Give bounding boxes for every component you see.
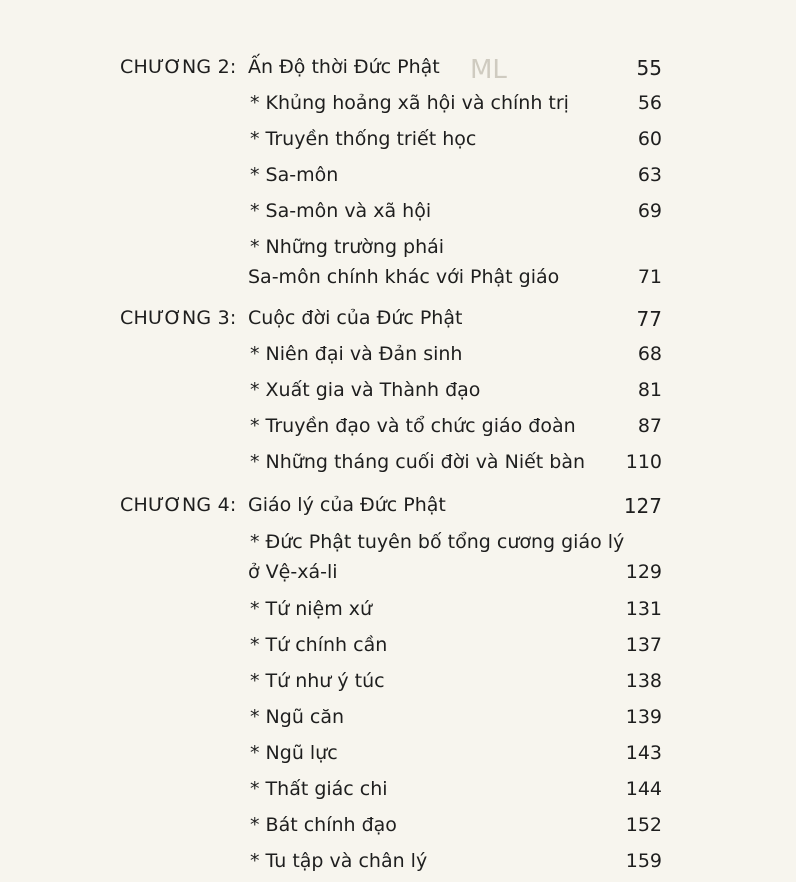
toc-item-page-number: 131 [625,598,662,620]
toc-item [0,343,796,373]
toc-item [0,128,796,158]
toc-item-label: * Khủng hoảng xã hội và chính trị [250,92,569,114]
toc-item [0,200,796,230]
toc-item-page-number: 87 [637,415,662,437]
chapter-row [0,494,796,524]
toc-item-page-number: 63 [637,164,662,186]
toc-item [0,814,796,844]
toc-item-page-number: 60 [637,128,662,150]
chapter-row [0,56,796,86]
show-through-text: ML [470,55,507,85]
toc-item-page-number: 159 [625,850,662,872]
toc-item-label: * Ngũ lực [250,742,338,764]
toc-item-label: * Tứ chính cần [250,634,388,656]
toc-item-page-number: 143 [625,742,662,764]
chapter-title: Cuộc đời của Đức Phật [248,307,463,329]
toc-item [0,598,796,628]
toc-item-page-number: 69 [637,200,662,222]
chapter-label: CHƯƠNG 2: [120,56,237,78]
chapter-page-number: 77 [636,307,662,331]
toc-item [0,531,796,561]
toc-item-page-number: 129 [625,561,662,583]
chapter-row [0,307,796,337]
toc-item-label: * Đức Phật tuyên bố tổng cương giáo lý [250,531,625,553]
toc-item-label: * Niên đại và Đản sinh [250,343,463,365]
chapter-title: Ấn Độ thời Đức Phật [248,56,440,78]
toc-item [0,634,796,664]
chapter-page-number: 55 [636,56,662,80]
toc-item-page-number: 144 [625,778,662,800]
chapter-label: CHƯƠNG 3: [120,307,237,329]
toc-item-label: * Ngũ căn [250,706,345,728]
toc-item-continuation [0,266,796,296]
toc-item-label: * Những tháng cuối đời và Niết bàn [250,451,586,473]
toc-item [0,742,796,772]
toc-item-label: * Truyền đạo và tổ chức giáo đoàn [250,415,576,437]
toc-item-label: * Thất giác chi [250,778,388,800]
toc-item-page-number: 137 [625,634,662,656]
toc-item-label-continuation: Sa-môn chính khác với Phật giáo [248,266,560,288]
toc-item [0,670,796,700]
toc-item-page-number: 71 [637,266,662,288]
toc-item [0,415,796,445]
toc-item [0,164,796,194]
toc-item [0,92,796,122]
toc-item-label: * Những trường phái [250,236,445,258]
toc-item-page-number: 56 [637,92,662,114]
toc-item-label: * Tứ như ý túc [250,670,385,692]
toc-item-label: * Sa-môn và xã hội [250,200,432,222]
toc-item [0,379,796,409]
toc-item-continuation [0,561,796,591]
toc-item-page-number: 139 [625,706,662,728]
chapter-title: Giáo lý của Đức Phật [248,494,446,516]
toc-item [0,778,796,808]
toc-item [0,236,796,266]
toc-item-page-number: 68 [637,343,662,365]
toc-item-label: * Truyền thống triết học [250,128,477,150]
toc-item-page-number: 81 [637,379,662,401]
toc-item-label: * Tứ niệm xứ [250,598,373,620]
toc-item-label: * Tu tập và chân lý [250,850,428,872]
toc-item-label: * Sa-môn [250,164,339,186]
toc-item [0,706,796,736]
toc-item-label: * Xuất gia và Thành đạo [250,379,481,401]
toc-item-page-number: 152 [625,814,662,836]
toc-item [0,850,796,880]
toc-item-page-number: 110 [625,451,662,473]
toc-item [0,451,796,481]
chapter-page-number: 127 [623,494,662,518]
toc-item-page-number: 138 [625,670,662,692]
toc-item-label: * Bát chính đạo [250,814,397,836]
toc-item-label-continuation: ở Vệ-xá-li [248,561,338,583]
chapter-label: CHƯƠNG 4: [120,494,237,516]
